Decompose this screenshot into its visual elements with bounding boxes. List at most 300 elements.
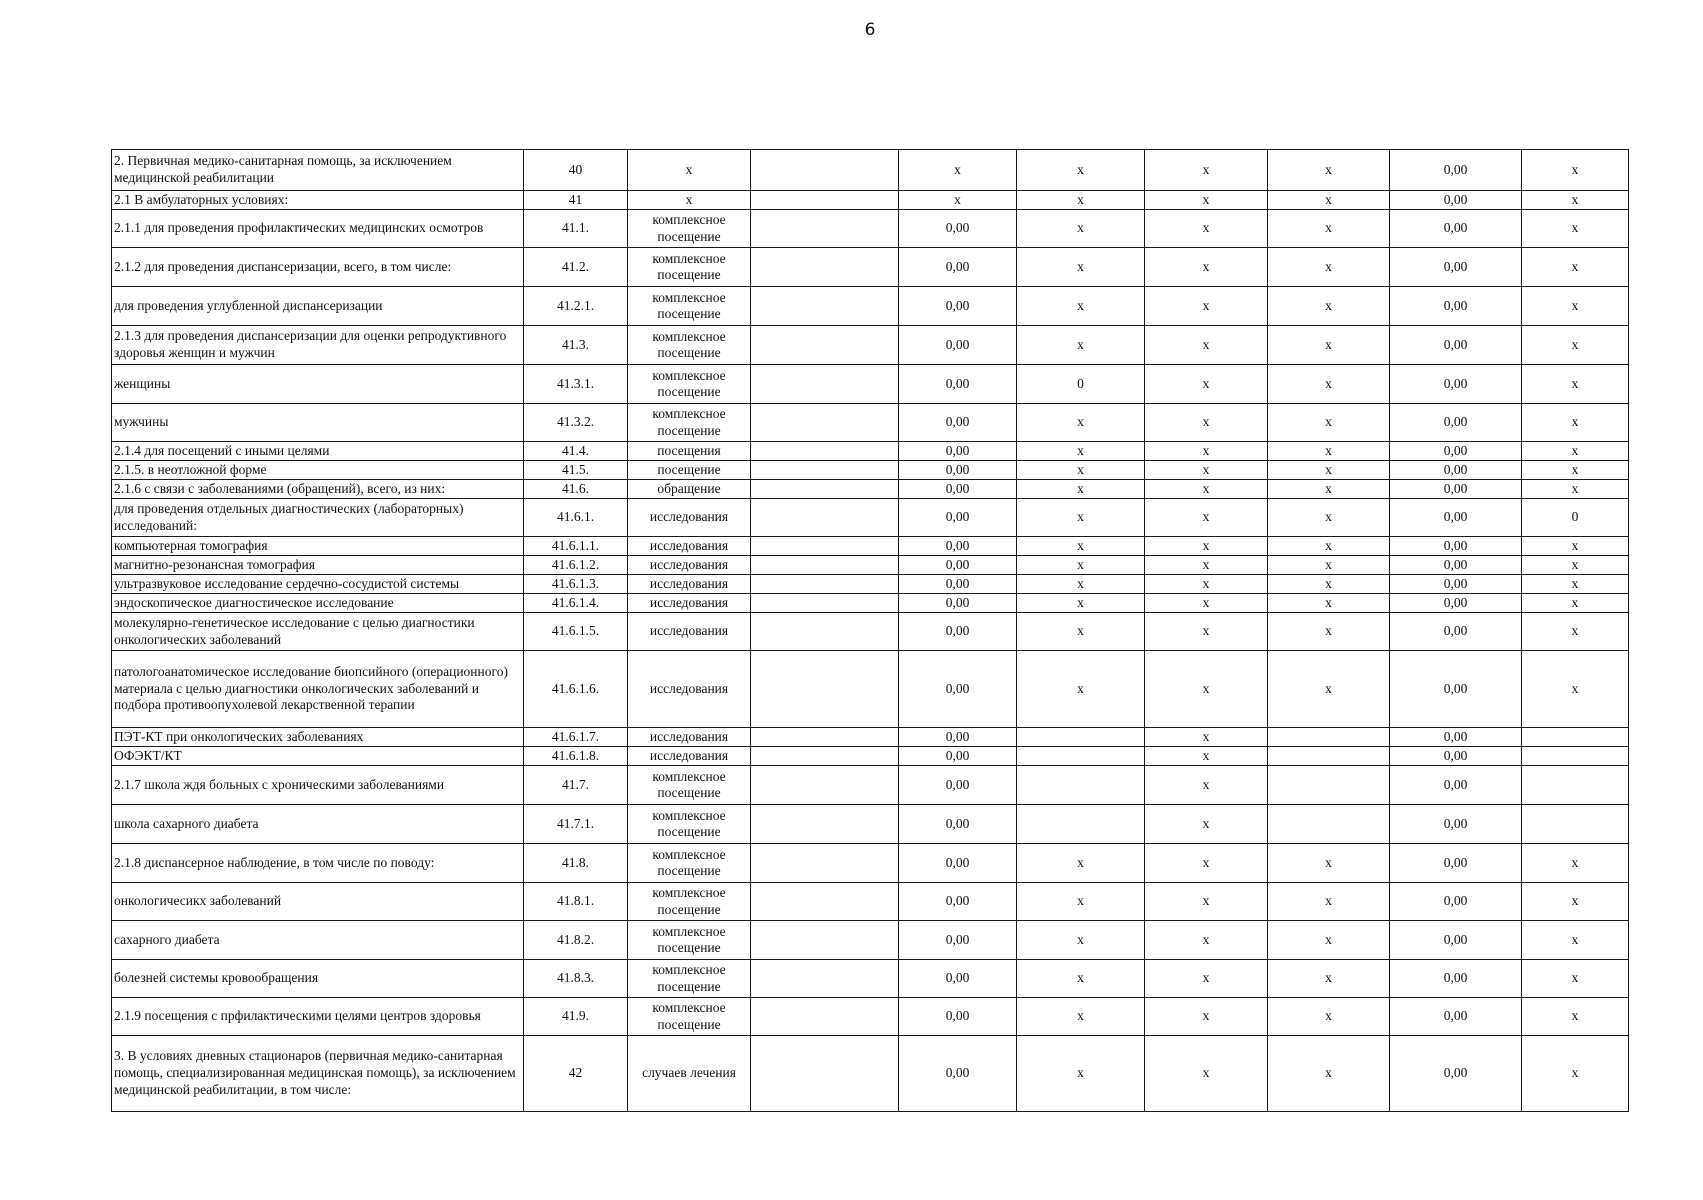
row-col7-cell: х [1145,766,1268,805]
row-code-cell: 41.6.1.5. [524,613,628,651]
row-col5-cell: 0,00 [899,594,1017,613]
row-col6-cell: х [1017,883,1145,921]
table-row [112,556,1629,575]
row-unit-cell: комплексное посещение [628,287,751,326]
row-col10-cell: х [1522,248,1629,287]
row-unit-cell: исследования [628,537,751,556]
row-col10-cell: х [1522,210,1629,248]
row-col5-cell: 0,00 [899,210,1017,248]
row-col6-cell: х [1017,844,1145,883]
table-row [112,575,1629,594]
row-unit-cell: х [628,191,751,210]
row-col5-cell: 0,00 [899,747,1017,766]
row-col5-cell: 0,00 [899,499,1017,537]
row-col6-cell: х [1017,921,1145,960]
row-col4-cell [751,326,899,365]
row-col8-cell: х [1268,537,1390,556]
row-col8-cell [1268,728,1390,747]
row-col8-cell: х [1268,442,1390,461]
row-col6-cell [1017,766,1145,805]
row-col5-cell: 0,00 [899,556,1017,575]
table-row [112,960,1629,998]
row-col7-cell: х [1145,998,1268,1036]
row-col5-cell: 0,00 [899,998,1017,1036]
table-row [112,150,1629,191]
row-col9-cell: 0,00 [1390,461,1522,480]
row-name-cell: болезней системы кровообращения [112,960,524,998]
row-col10-cell [1522,766,1629,805]
row-code-cell: 40 [524,150,628,191]
row-col9-cell: 0,00 [1390,651,1522,728]
row-col7-cell: х [1145,248,1268,287]
row-col5-cell: х [899,150,1017,191]
row-col8-cell: х [1268,844,1390,883]
row-col6-cell: х [1017,326,1145,365]
row-code-cell: 41.8.2. [524,921,628,960]
table-row [112,248,1629,287]
row-col6-cell: х [1017,651,1145,728]
row-code-cell: 41.1. [524,210,628,248]
row-unit-cell: исследования [628,728,751,747]
row-col9-cell: 0,00 [1390,960,1522,998]
row-col10-cell: х [1522,191,1629,210]
row-col9-cell: 0,00 [1390,921,1522,960]
row-code-cell: 41.6.1.3. [524,575,628,594]
row-col7-cell: х [1145,728,1268,747]
row-col5-cell: 0,00 [899,728,1017,747]
row-name-cell: онкологичесикх заболеваний [112,883,524,921]
row-col6-cell: х [1017,613,1145,651]
row-unit-cell: комплексное посещение [628,210,751,248]
row-code-cell: 41.2. [524,248,628,287]
row-col4-cell [751,499,899,537]
data-table [111,149,1629,1112]
row-code-cell: 41.6.1.6. [524,651,628,728]
row-col4-cell [751,404,899,442]
row-unit-cell: случаев лечения [628,1036,751,1112]
row-col8-cell: х [1268,960,1390,998]
row-col4-cell [751,921,899,960]
row-col9-cell: 0,00 [1390,613,1522,651]
row-col5-cell: 0,00 [899,921,1017,960]
row-col7-cell: х [1145,499,1268,537]
row-col9-cell: 0,00 [1390,766,1522,805]
row-unit-cell: исследования [628,613,751,651]
row-unit-cell: комплексное посещение [628,844,751,883]
row-col4-cell [751,210,899,248]
row-col10-cell: х [1522,960,1629,998]
row-col6-cell: х [1017,537,1145,556]
row-col5-cell: 0,00 [899,480,1017,499]
table-row [112,537,1629,556]
row-code-cell: 41.8.3. [524,960,628,998]
row-unit-cell: обращение [628,480,751,499]
row-col4-cell [751,844,899,883]
row-col8-cell: х [1268,556,1390,575]
row-code-cell: 41.3.1. [524,365,628,404]
table-row [112,404,1629,442]
table-row [112,613,1629,651]
row-col6-cell [1017,747,1145,766]
row-col8-cell: х [1268,998,1390,1036]
row-name-cell: 3. В условиях дневных стационаров (первичная медико-санитарная помощь, специализированная медицинская помощь), за исключением медицинской реабилитации, в том числе: [112,1036,524,1112]
row-col5-cell: 0,00 [899,844,1017,883]
row-unit-cell: исследования [628,556,751,575]
table-row [112,1036,1629,1112]
row-col6-cell: х [1017,1036,1145,1112]
row-col8-cell [1268,766,1390,805]
row-name-cell: 2.1.2 для проведения диспансеризации, всего, в том числе: [112,248,524,287]
row-col8-cell: х [1268,594,1390,613]
row-col7-cell: х [1145,613,1268,651]
row-col5-cell: 0,00 [899,805,1017,844]
row-name-cell: для проведения отдельных диагностических (лабораторных) исследований: [112,499,524,537]
row-col5-cell: 0,00 [899,960,1017,998]
row-name-cell: патологоанатомическое исследование биопсийного (операционного) материала с целью диагностики онкологических заболеваний и подбора противоопухолевой лекарственной терапии [112,651,524,728]
row-col9-cell: 0,00 [1390,404,1522,442]
row-col7-cell: х [1145,921,1268,960]
row-col10-cell: х [1522,150,1629,191]
row-col6-cell: х [1017,461,1145,480]
row-col4-cell [751,805,899,844]
row-col6-cell: х [1017,191,1145,210]
row-col8-cell: х [1268,651,1390,728]
row-col6-cell: х [1017,150,1145,191]
row-code-cell: 41.6.1. [524,499,628,537]
row-col10-cell: х [1522,883,1629,921]
row-code-cell: 41.3. [524,326,628,365]
row-col10-cell: х [1522,537,1629,556]
row-code-cell: 41 [524,191,628,210]
row-col4-cell [751,651,899,728]
row-col7-cell: х [1145,480,1268,499]
row-col6-cell: х [1017,442,1145,461]
row-unit-cell: исследования [628,499,751,537]
row-col6-cell: х [1017,404,1145,442]
row-col10-cell: х [1522,651,1629,728]
table-row [112,287,1629,326]
row-col7-cell: х [1145,651,1268,728]
row-col7-cell: х [1145,442,1268,461]
row-col10-cell: х [1522,480,1629,499]
row-unit-cell: комплексное посещение [628,883,751,921]
row-col6-cell: х [1017,594,1145,613]
row-col4-cell [751,998,899,1036]
row-col8-cell [1268,747,1390,766]
row-col10-cell: х [1522,442,1629,461]
row-code-cell: 41.3.2. [524,404,628,442]
row-unit-cell: комплексное посещение [628,365,751,404]
row-col5-cell: 0,00 [899,575,1017,594]
row-col5-cell: 0,00 [899,442,1017,461]
row-unit-cell: комплексное посещение [628,998,751,1036]
row-col9-cell: 0,00 [1390,998,1522,1036]
table-row [112,365,1629,404]
row-code-cell: 42 [524,1036,628,1112]
row-col9-cell: 0,00 [1390,365,1522,404]
row-col4-cell [751,960,899,998]
row-name-cell: эндоскопическое диагностическое исследование [112,594,524,613]
row-col6-cell: х [1017,499,1145,537]
row-col10-cell: х [1522,287,1629,326]
row-col6-cell: х [1017,480,1145,499]
row-col7-cell: х [1145,844,1268,883]
table-row [112,210,1629,248]
row-col8-cell: х [1268,499,1390,537]
table-row [112,728,1629,747]
row-col9-cell: 0,00 [1390,844,1522,883]
table-row [112,461,1629,480]
row-name-cell: школа сахарного диабета [112,805,524,844]
row-col5-cell: 0,00 [899,461,1017,480]
row-col9-cell: 0,00 [1390,499,1522,537]
row-name-cell: для проведения углубленной диспансеризации [112,287,524,326]
row-unit-cell: комплексное посещение [628,404,751,442]
row-unit-cell: посещения [628,442,751,461]
row-col5-cell: 0,00 [899,404,1017,442]
row-col9-cell: 0,00 [1390,248,1522,287]
row-col10-cell: х [1522,594,1629,613]
row-col9-cell: 0,00 [1390,326,1522,365]
row-col10-cell: х [1522,326,1629,365]
row-col7-cell: х [1145,594,1268,613]
row-col6-cell: х [1017,287,1145,326]
table-row [112,998,1629,1036]
row-code-cell: 41.6. [524,480,628,499]
row-col4-cell [751,442,899,461]
row-col4-cell [751,556,899,575]
row-unit-cell: комплексное посещение [628,326,751,365]
row-code-cell: 41.6.1.7. [524,728,628,747]
row-col4-cell [751,150,899,191]
row-col10-cell: х [1522,365,1629,404]
row-col8-cell: х [1268,287,1390,326]
row-col9-cell: 0,00 [1390,537,1522,556]
row-col4-cell [751,365,899,404]
table-row [112,499,1629,537]
row-col7-cell: х [1145,404,1268,442]
row-unit-cell: посещение [628,461,751,480]
row-col6-cell: х [1017,248,1145,287]
row-col4-cell [751,728,899,747]
row-col10-cell: х [1522,613,1629,651]
row-unit-cell: комплексное посещение [628,766,751,805]
row-col4-cell [751,594,899,613]
row-col5-cell: 0,00 [899,613,1017,651]
row-col5-cell: х [899,191,1017,210]
row-col5-cell: 0,00 [899,326,1017,365]
row-name-cell: 2.1.9 посещения с прфилактическими целями центров здоровья [112,998,524,1036]
row-col9-cell: 0,00 [1390,1036,1522,1112]
row-col10-cell: х [1522,404,1629,442]
row-unit-cell: исследования [628,575,751,594]
row-col5-cell: 0,00 [899,1036,1017,1112]
row-col7-cell: х [1145,150,1268,191]
row-col4-cell [751,191,899,210]
row-col10-cell [1522,805,1629,844]
row-col10-cell: х [1522,998,1629,1036]
row-col6-cell: 0 [1017,365,1145,404]
row-name-cell: 2.1.3 для проведения диспансеризации для оценки репродуктивного здоровья женщин и мужчин [112,326,524,365]
table-row [112,844,1629,883]
row-col8-cell: х [1268,150,1390,191]
table-row [112,480,1629,499]
row-code-cell: 41.6.1.4. [524,594,628,613]
row-col9-cell: 0,00 [1390,883,1522,921]
row-name-cell: 2.1.4 для посещений с иными целями [112,442,524,461]
table-row [112,805,1629,844]
row-col4-cell [751,1036,899,1112]
row-col4-cell [751,613,899,651]
row-code-cell: 41.8.1. [524,883,628,921]
row-col8-cell: х [1268,921,1390,960]
row-col8-cell: х [1268,326,1390,365]
row-col6-cell: х [1017,998,1145,1036]
row-code-cell: 41.6.1.1. [524,537,628,556]
row-code-cell: 41.9. [524,998,628,1036]
row-name-cell: молекулярно-генетическое исследование с целью диагностики онкологических заболеваний [112,613,524,651]
row-unit-cell: комплексное посещение [628,960,751,998]
row-col4-cell [751,287,899,326]
row-col8-cell: х [1268,575,1390,594]
row-col7-cell: х [1145,960,1268,998]
row-col7-cell: х [1145,556,1268,575]
table-row [112,191,1629,210]
table-row [112,747,1629,766]
row-unit-cell: исследования [628,594,751,613]
row-col9-cell: 0,00 [1390,210,1522,248]
row-col6-cell: х [1017,556,1145,575]
row-code-cell: 41.7.1. [524,805,628,844]
table-row [112,326,1629,365]
row-col8-cell [1268,805,1390,844]
row-code-cell: 41.5. [524,461,628,480]
row-name-cell: мужчины [112,404,524,442]
row-col10-cell: х [1522,556,1629,575]
row-code-cell: 41.6.1.8. [524,747,628,766]
row-name-cell: 2.1.5. в неотложной форме [112,461,524,480]
row-name-cell: 2. Первичная медико-санитарная помощь, за исключением медицинской реабилитации [112,150,524,191]
table-row [112,883,1629,921]
row-name-cell: ОФЭКТ/КТ [112,747,524,766]
row-code-cell: 41.8. [524,844,628,883]
row-unit-cell: комплексное посещение [628,805,751,844]
row-col7-cell: х [1145,747,1268,766]
row-col9-cell: 0,00 [1390,594,1522,613]
row-col5-cell: 0,00 [899,287,1017,326]
row-col10-cell [1522,728,1629,747]
row-col9-cell: 0,00 [1390,728,1522,747]
row-col5-cell: 0,00 [899,365,1017,404]
row-col7-cell: х [1145,575,1268,594]
row-col9-cell: 0,00 [1390,442,1522,461]
row-code-cell: 41.4. [524,442,628,461]
row-name-cell: женщины [112,365,524,404]
row-col4-cell [751,248,899,287]
row-col5-cell: 0,00 [899,766,1017,805]
row-col6-cell [1017,805,1145,844]
row-col10-cell: х [1522,461,1629,480]
row-col9-cell: 0,00 [1390,747,1522,766]
row-code-cell: 41.6.1.2. [524,556,628,575]
row-name-cell: 2.1.6 с связи с заболеваниями (обращений), всего, из них: [112,480,524,499]
row-code-cell: 41.2.1. [524,287,628,326]
row-col9-cell: 0,00 [1390,575,1522,594]
row-col8-cell: х [1268,883,1390,921]
row-col4-cell [751,480,899,499]
row-col7-cell: х [1145,805,1268,844]
row-name-cell: 2.1.7 школа ждя больных с хроническими заболеваниями [112,766,524,805]
row-col8-cell: х [1268,210,1390,248]
row-col8-cell: х [1268,613,1390,651]
table-body [112,150,1629,1112]
row-unit-cell: исследования [628,747,751,766]
table-row [112,442,1629,461]
row-name-cell: 2.1.1 для проведения профилактических медицинских осмотров [112,210,524,248]
row-unit-cell: х [628,150,751,191]
row-name-cell: сахарного диабета [112,921,524,960]
row-col4-cell [751,537,899,556]
row-name-cell: ультразвуковое исследование сердечно-сосудистой системы [112,575,524,594]
row-col4-cell [751,461,899,480]
row-col7-cell: х [1145,326,1268,365]
row-col8-cell: х [1268,480,1390,499]
row-col9-cell: 0,00 [1390,287,1522,326]
table-row [112,766,1629,805]
row-col10-cell [1522,747,1629,766]
table-row [112,651,1629,728]
row-col4-cell [751,766,899,805]
row-name-cell: ПЭТ-КТ при онкологических заболеваниях [112,728,524,747]
row-col8-cell: х [1268,191,1390,210]
row-col5-cell: 0,00 [899,651,1017,728]
row-col7-cell: х [1145,461,1268,480]
row-col6-cell [1017,728,1145,747]
table-row [112,921,1629,960]
row-col10-cell: х [1522,921,1629,960]
row-col5-cell: 0,00 [899,883,1017,921]
row-col8-cell: х [1268,461,1390,480]
row-unit-cell: комплексное посещение [628,921,751,960]
row-col7-cell: х [1145,883,1268,921]
row-col7-cell: х [1145,287,1268,326]
row-col9-cell: 0,00 [1390,150,1522,191]
row-col10-cell: х [1522,1036,1629,1112]
row-name-cell: 2.1.8 диспансерное наблюдение, в том числе по поводу: [112,844,524,883]
row-col9-cell: 0,00 [1390,805,1522,844]
row-col10-cell: х [1522,575,1629,594]
page-number: 6 [864,20,876,40]
row-col4-cell [751,747,899,766]
row-col8-cell: х [1268,365,1390,404]
row-col5-cell: 0,00 [899,537,1017,556]
row-unit-cell: комплексное посещение [628,248,751,287]
row-col8-cell: х [1268,1036,1390,1112]
row-col7-cell: х [1145,537,1268,556]
row-col7-cell: х [1145,1036,1268,1112]
row-col7-cell: х [1145,191,1268,210]
row-name-cell: 2.1 В амбулаторных условиях: [112,191,524,210]
row-col8-cell: х [1268,248,1390,287]
row-col7-cell: х [1145,210,1268,248]
row-col9-cell: 0,00 [1390,191,1522,210]
row-col9-cell: 0,00 [1390,480,1522,499]
row-col6-cell: х [1017,575,1145,594]
row-col10-cell: х [1522,844,1629,883]
row-col6-cell: х [1017,210,1145,248]
row-code-cell: 41.7. [524,766,628,805]
row-col5-cell: 0,00 [899,248,1017,287]
